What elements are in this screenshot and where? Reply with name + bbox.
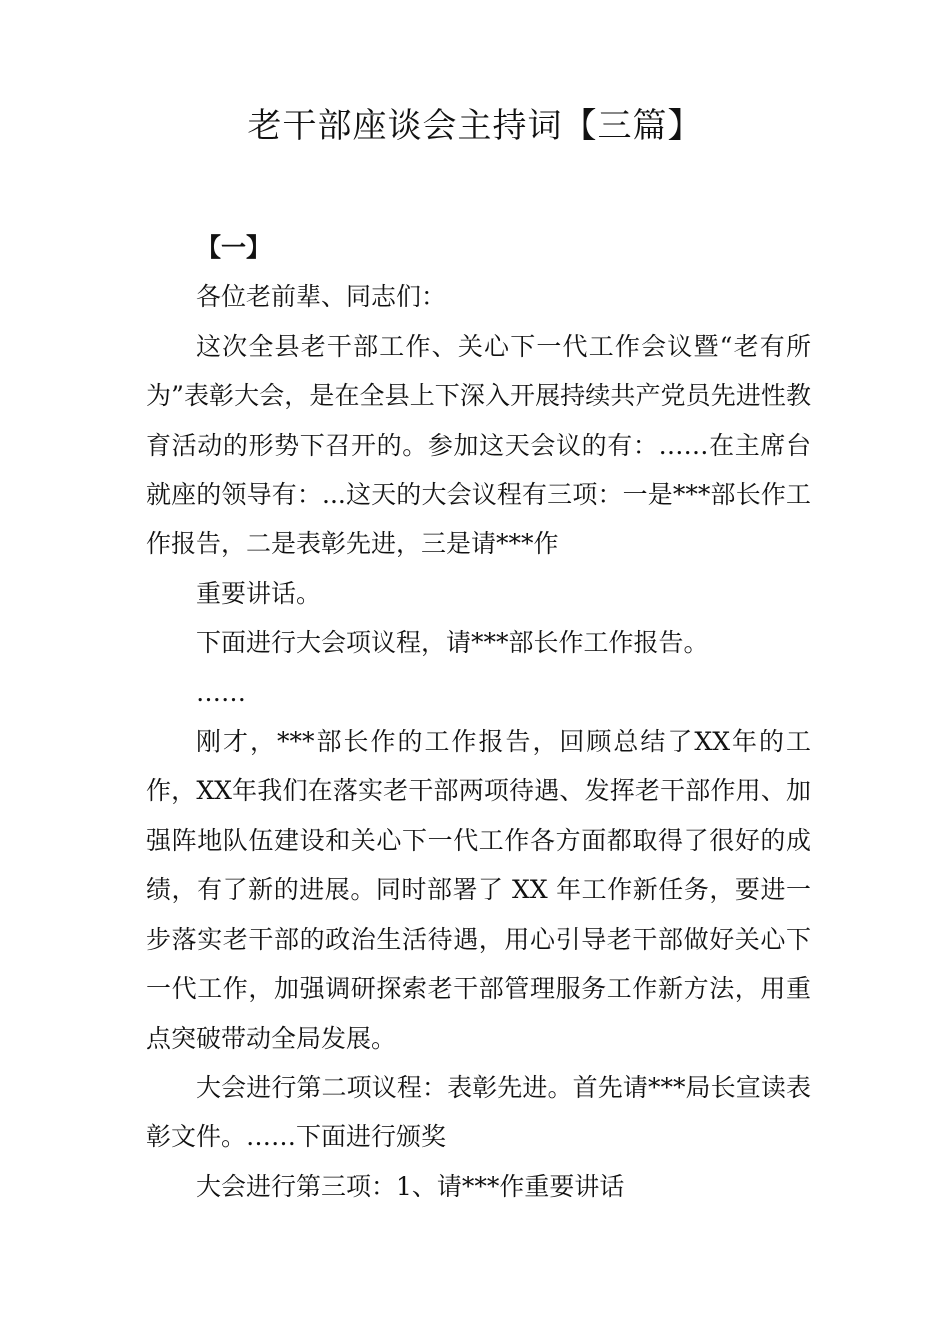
paragraph-opening: 这次全县老干部工作、关心下一代工作会议暨“老有所为”表彰大会，是在全县上下深入开展持续共产党员先进性教育活动的形势下召开的。参加这天会议的有：……在主席台就座的领导有：...这天的大会议程有三项：一是***部长作工作报告，二是表彰先进，三是请***作 bbox=[146, 331, 811, 559]
document-title: 老干部座谈会主持词【三篇】 bbox=[247, 106, 703, 146]
section-heading: 【一】 bbox=[196, 233, 272, 262]
paragraph-agenda-one: 下面进行大会项议程，请***部长作工作报告。 bbox=[196, 628, 709, 658]
paragraph-agenda-three: 大会进行第三项：1、请***作重要讲话 bbox=[196, 1171, 625, 1201]
paragraph-important-speech: 重要讲话。 bbox=[196, 578, 322, 608]
document-body bbox=[146, 223, 811, 1211]
paragraph-summary: 刚才，***部长作的工作报告，回顾总结了XX年的工作，XX年我们在落实老干部两项待遇、发挥老干部作用、加强阵地队伍建设和关心下一代工作各方面都取得了很好的成绩，有了新的进展。同时部署了 XX 年工作新任务，要进一步落实老干部的政治生活待遇，用心引导老干部做好关心下一代工作，加强调研探索老干部管理服务工作新方法，用重点突破带动全局发展。 bbox=[146, 727, 811, 1053]
paragraph-ellipsis: …… bbox=[196, 677, 246, 707]
paragraph-agenda-two: 大会进行第二项议程：表彰先进。首先请***局长宣读表彰文件。……下面进行颁奖 bbox=[146, 1072, 811, 1152]
paragraph-greeting: 各位老前辈、同志们： bbox=[196, 282, 447, 312]
